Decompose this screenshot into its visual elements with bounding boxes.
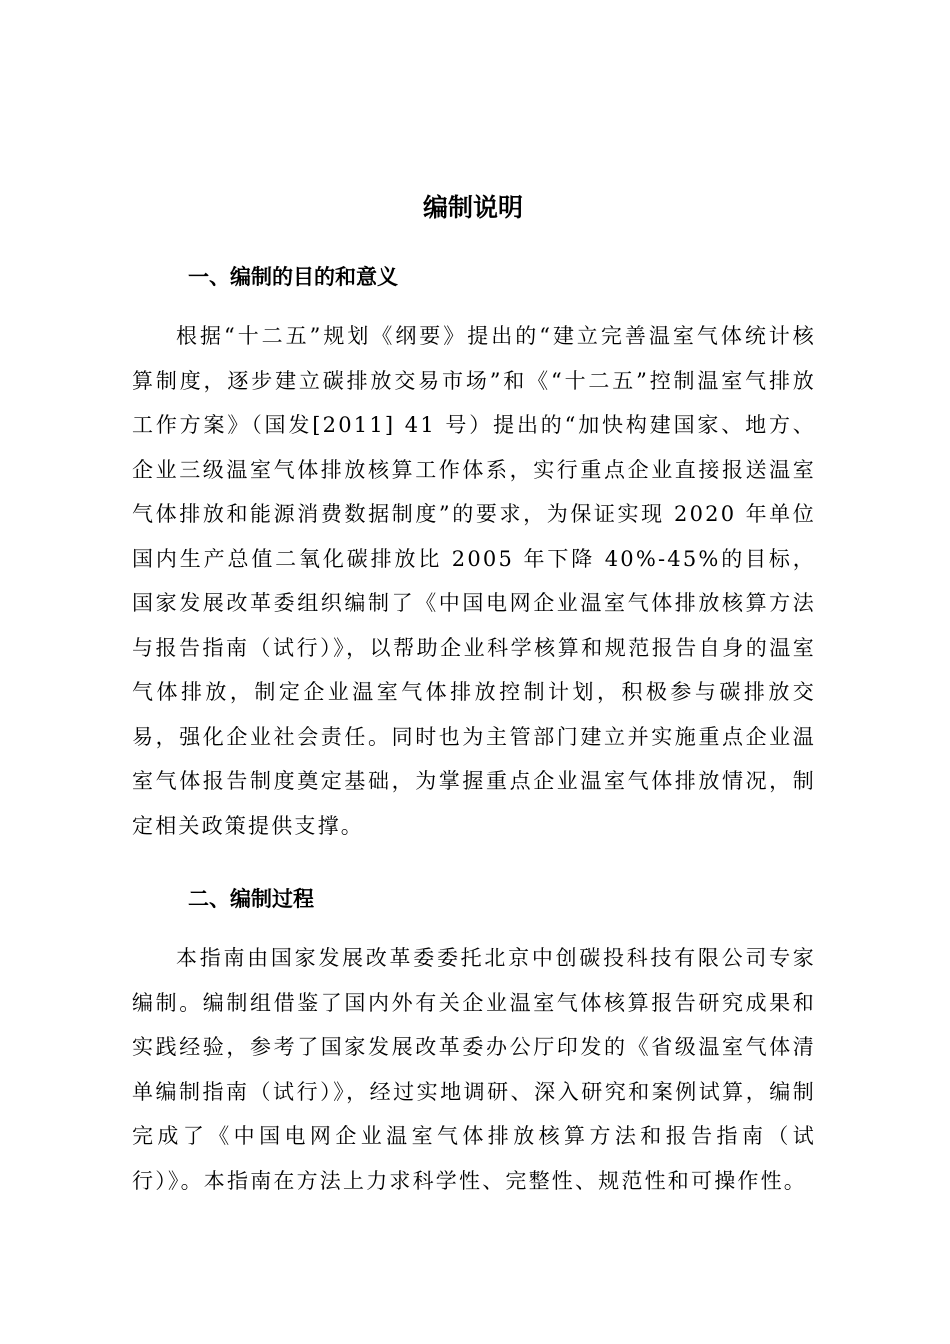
section-heading-purpose: 一、编制的目的和意义: [188, 265, 398, 289]
section-heading-process: 二、编制过程: [188, 887, 314, 911]
section-paragraph-process: 本指南由国家发展改革委委托北京中创碳投科技有限公司专家编制。编制组借鉴了国内外有关企业温室气体核算报告研究成果和实践经验，参考了国家发展改革委办公厅印发的《省级温室气体清单编制指南（试行）》，经过实地调研、深入研究和案例试算，编制完成了《中国电网企业温室气体排放核算方法和报告指南（试行）》。本指南在方法上力求科学性、完整性、规范性和可操作性。: [132, 946, 816, 1193]
section-paragraph-purpose: 根据“十二五”规划《纲要》提出的“建立完善温室气体统计核算制度，逐步建立碳排放交易市场”和《“十二五”控制温室气排放工作方案》（国发[2011] 41 号）提出的“加快构建国家、地方、企业三级温室气体排放核算工作体系，实行重点企业直接报送温室气体排放和能源消费数据制度”的要求，为保证实现 2020 年单位国内生产总值二氧化碳排放比 2005 年下降 40%-45%的目标，国家发展改革委组织编制了《中国电网企业温室气体排放核算方法与报告指南（试行）》，以帮助企业科学核算和规范报告自身的温室气体排放，制定企业温室气体排放控制计划，积极参与碳排放交易，强化企业社会责任。同时也为主管部门建立并实施重点企业温室气体报告制度奠定基础，为掌握重点企业温室气体排放情况，制定相关政策提供支撑。: [132, 324, 816, 838]
document-title: 编制说明: [422, 193, 523, 222]
